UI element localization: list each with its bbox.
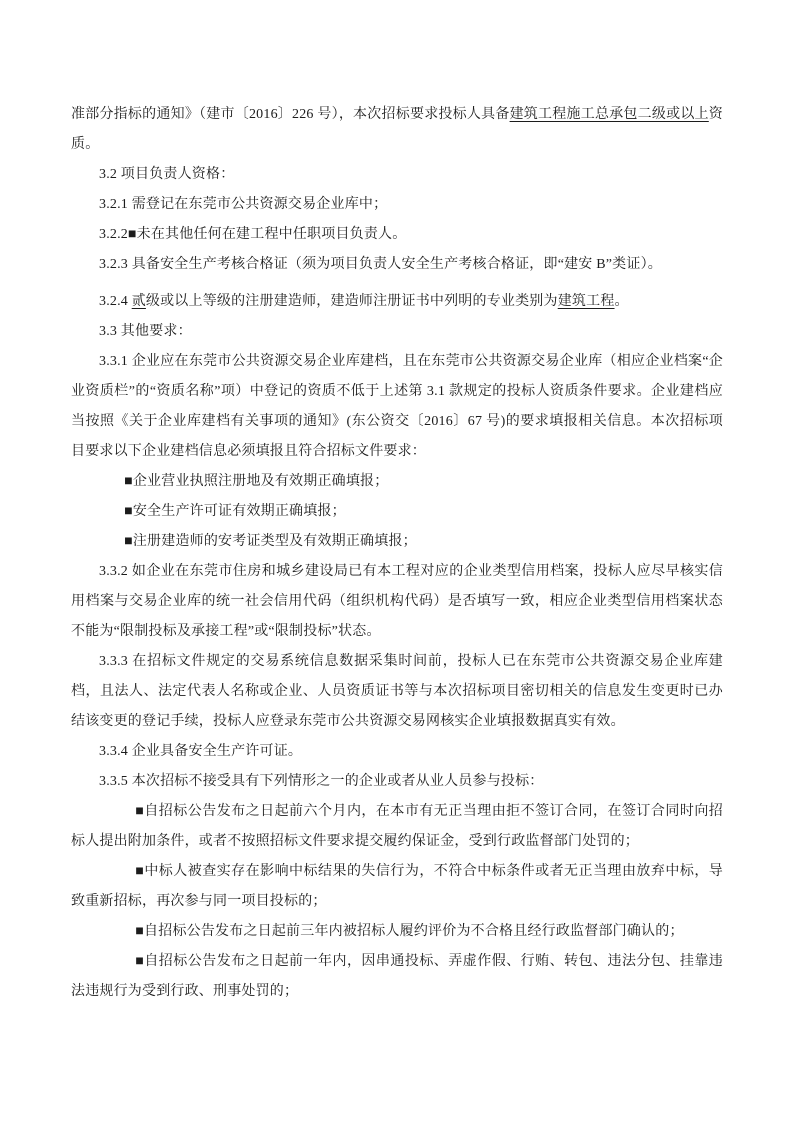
text-run: 3.2 项目负责人资格：	[99, 167, 235, 182]
paragraph-17	[71, 857, 723, 917]
paragraph-4	[71, 220, 723, 250]
paragraph-14	[71, 737, 723, 767]
paragraph-7	[71, 317, 723, 347]
text-run: 3.3.3 在招标文件规定的交易系统信息数据采集时间前，投标人已在东莞市公共资源交易企业库建档，且法人、法定代表人名称或企业、人员资质证书等与本次招标项目密切相关的信息发生变更时已办结该变更的登记手续，投标人应登录东莞市公共资源交易网核实企业填报数据真实有效。	[71, 654, 723, 729]
text-run: ■企业营业执照注册地及有效期正确填报；	[124, 474, 389, 489]
text-run: 3.3.5 本次招标不接受具有下列情形之一的企业或者从业人员参与投标：	[99, 774, 544, 789]
paragraph-13	[71, 647, 723, 737]
underlined-text: 贰	[131, 294, 146, 309]
text-run: ■中标人被查实存在影响中标结果的失信行为，不符合中标条件或者无正当理由放弃中标，导致重新招标，再次参与同一项目投标的；	[71, 864, 723, 909]
text-run: 3.2.2■未在其他任何在建工程中任职项目负责人。	[99, 227, 407, 242]
text-run: ■安全生产许可证有效期正确填报；	[124, 504, 346, 519]
text-run: ■自招标公告发布之日起前三年内被招标人履约评价为不合格且经行政监督部门确认的；	[135, 924, 684, 939]
paragraph-5	[71, 250, 723, 280]
paragraph-11	[71, 527, 723, 557]
text-run: ■注册建造师的安考证类型及有效期正确填报；	[124, 534, 417, 549]
paragraph-10	[71, 497, 723, 527]
document-body	[71, 100, 723, 1007]
text-run: 3.2.1 需登记在东莞市公共资源交易企业库中；	[99, 197, 388, 212]
paragraph-2	[71, 160, 723, 190]
paragraph-3	[71, 190, 723, 220]
paragraph-1	[71, 100, 723, 160]
paragraph-6	[71, 287, 723, 317]
text-run: 级或以上等级的注册建造师，建造师注册证书中列明的专业类别为	[145, 294, 558, 309]
paragraph-12	[71, 557, 723, 647]
text-run: 3.3.2 如企业在东莞市住房和城乡建设局已有本工程对应的企业类型信用档案，投标人应尽早核实信用档案与交易企业库的统一社会信用代码（组织机构代码）是否填写一致，相应企业类型信用档案状态不能为“限制投标及承接工程”或“限制投标”状态。	[71, 564, 723, 639]
text-run: 3.2.3 具备安全生产考核合格证（须为项目负责人安全生产考核合格证，即“建安 B”类证）。	[99, 257, 662, 272]
text-run: 3.3.4 企业具备安全生产许可证。	[99, 744, 303, 759]
text-run: 3.3.1 企业应在东莞市公共资源交易企业库建档，且在东莞市公共资源交易企业库（相应企业档案“企业资质栏”的“资质名称”项）中登记的资质不低于上述第 3.1 款规定的投标人资质条件要求。企业建档应当按照《关于企业库建档有关事项的通知》(东公资交〔2016〕67 号)的要求填报相关信息。本次招标项目要求以下企业建档信息必须填报且符合招标文件要求：	[71, 354, 723, 459]
paragraph-19	[71, 947, 723, 1007]
underlined-text: 建筑工程	[557, 294, 615, 309]
text-run: ■自招标公告发布之日起前六个月内，在本市有无正当理由拒不签订合同，在签订合同时向招标人提出附加条件，或者不按照招标文件要求提交履约保证金，受到行政监督部门处罚的；	[71, 804, 723, 849]
text-run: 资质。	[71, 107, 723, 152]
text-run: ■自招标公告发布之日起前一年内，因串通投标、弄虚作假、行贿、转包、违法分包、挂靠违法违规行为受到行政、刑事处罚的；	[71, 954, 723, 999]
paragraph-18	[71, 917, 723, 947]
paragraph-8	[71, 347, 723, 467]
paragraph-16	[71, 797, 723, 857]
text-run: 准部分指标的通知》（建市〔2016〕226 号），本次招标要求投标人具备	[71, 107, 510, 122]
text-run: 。	[614, 294, 629, 309]
text-run: 3.3 其他要求：	[99, 324, 192, 339]
underlined-text: 建筑工程施工总承包二级或以上	[509, 107, 709, 122]
paragraph-9	[71, 467, 723, 497]
paragraph-15	[71, 767, 723, 797]
text-run: 3.2.4	[99, 294, 132, 309]
